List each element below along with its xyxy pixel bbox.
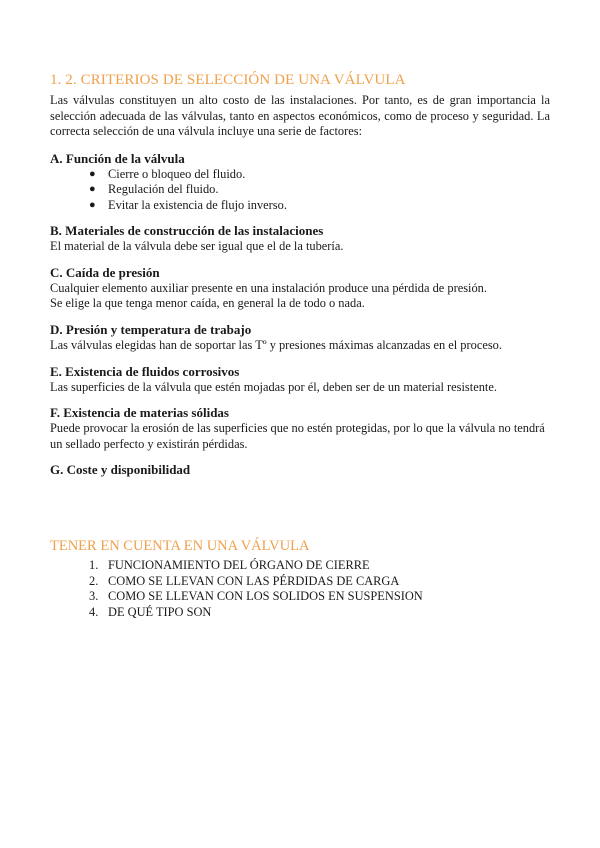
checklist [50,558,423,620]
section-pressure-temperature [50,322,550,354]
list-item: ● Evitar la existencia de flujo inverso. [89,197,287,212]
checklist-heading: TENER EN CUENTA EN UNA VÁLVULA [50,538,310,554]
section-title: A. Función de la válvula [50,150,185,166]
list-item: 3. COMO SE LLEVAN CON LOS SOLIDOS EN SUSPENSION [89,589,423,603]
section-title: E. Existencia de fluidos corrosivos [50,363,240,379]
list-item: ● Cierre o bloqueo del fluido. [89,166,246,181]
section-body: Las superficies de la válvula que estén mojadas por él, deben ser de un material resistente. [50,379,497,394]
list-item: 2. COMO SE LLEVAN CON LAS PÉRDIDAS DE CARGA [89,573,400,588]
section-body: Cualquier elemento auxiliar presente en una instalación produce una pérdida de presión. [50,280,487,295]
list-item: 4. DE QUÉ TIPO SON [89,604,212,619]
section-body: El material de la válvula debe ser igual que el de la tubería. [50,239,344,254]
intro-paragraph: Las válvulas constituyen un alto costo de las instalaciones. Por tanto, es de gran importancia la selección adecuada de las válvulas, tanto en aspectos económicos, como de proceso y seguridad. La correcta selección de una válvula incluye una serie de factores: [50,93,550,138]
section-materials [50,223,550,255]
section-title: G. Coste y disponibilidad [50,462,191,478]
section-title: D. Presión y temperatura de trabajo [50,322,252,338]
section-pressure-drop [50,265,550,312]
function-list [50,167,550,214]
section-solid-materials [50,405,550,452]
list-item: 1. FUNCIONAMIENTO DEL ÓRGANO DE CIERRE [89,558,370,572]
section-body: Se elige la que tenga menor caída, en general la de todo o nada. [50,296,365,311]
section-title: F. Existencia de materias sólidas [50,405,229,421]
list-item: ● Regulación del fluido. [89,182,219,197]
bullet-icon: ● [89,183,96,196]
section-body: Puede provocar la erosión de las superficies que no estén protegidas, por lo que la válvula no tendrá un sellado perfecto y existirán pérdidas. [50,421,545,451]
section-function [50,151,550,214]
section-corrosive-fluids [50,364,550,396]
document-page [50,72,550,619]
section-body: Las válvulas elegidas han de soportar las Tº y presiones máximas alcanzadas en el proceso. [50,338,502,353]
section-heading: 1. 2. CRITERIOS DE SELECCIÓN DE UNA VÁLVULA [50,72,406,88]
bullet-icon: ● [89,198,96,211]
section-title: C. Caída de presión [50,264,160,280]
section-title: B. Materiales de construcción de las instalaciones [50,223,324,239]
section-cost-availability [50,462,550,478]
bullet-icon: ● [89,167,96,180]
